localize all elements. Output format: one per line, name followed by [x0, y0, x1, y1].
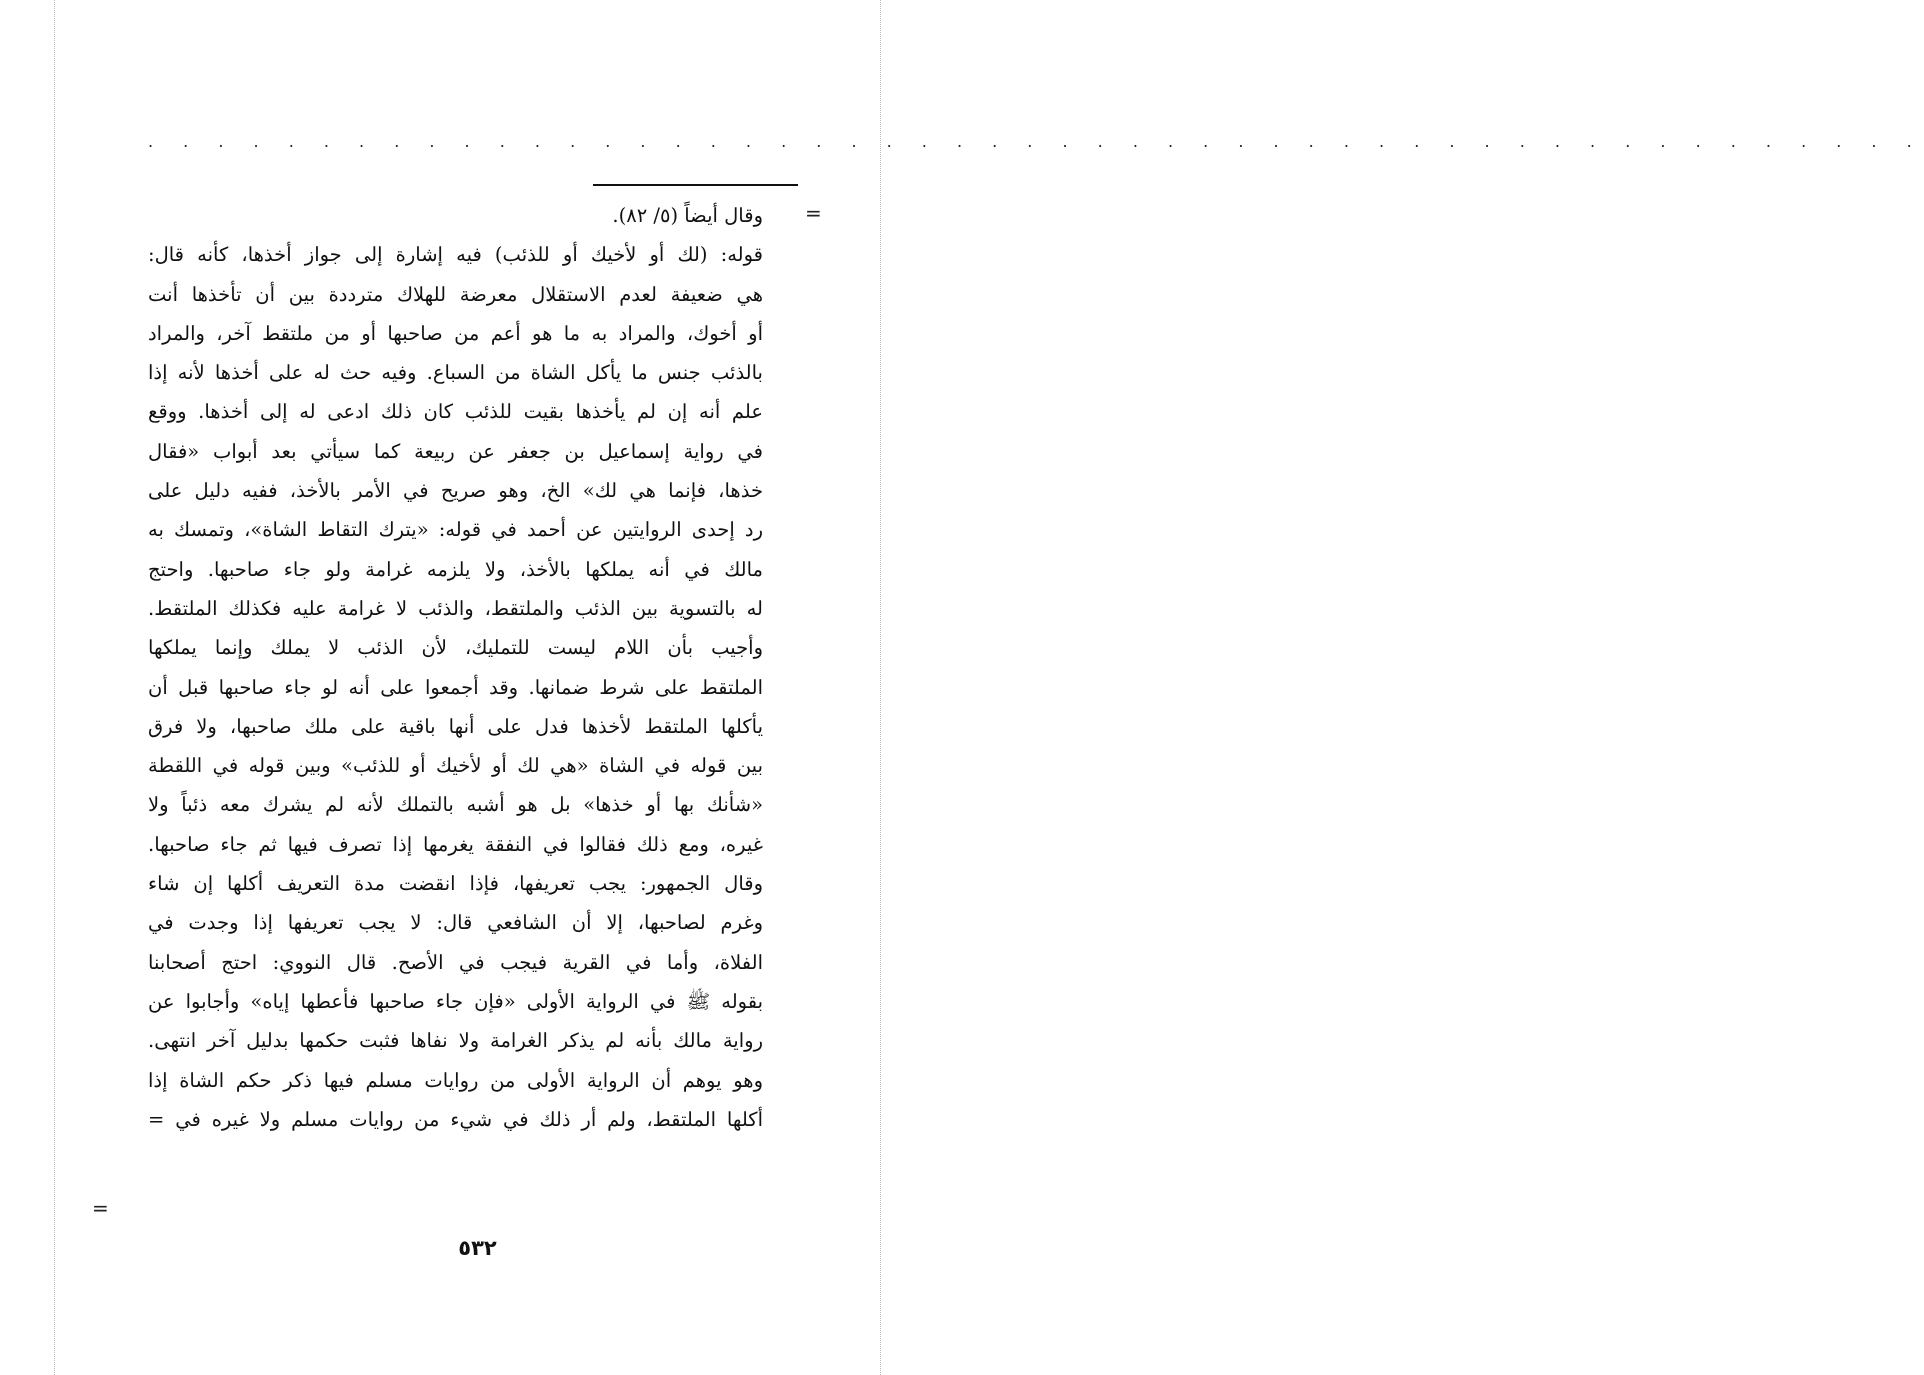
footnote-line: بقوله ﷺ في الرواية الأولى «فإن جاء صاحبها فأعطها إياه» وأجابوا عن	[148, 989, 763, 1013]
footnote-line: في رواية إسماعيل بن جعفر عن ربيعة كما سيأتي بعد أبواب «فقال	[148, 439, 763, 463]
footnote-line: قوله: (لك أو لأخيك أو للذئب) فيه إشارة إلى جواز أخذها، كأنه قال:	[148, 243, 763, 267]
footnote-line: «شأنك بها أو خذها» بل هو أشبه بالتملك لأنه لم يشرك معه ذئباً ولا	[148, 793, 763, 817]
footnote-line: أو أخوك، والمراد به ما هو أعم من صاحبها أو من ملتقط آخر، والمراد	[148, 321, 763, 345]
footnote-line: وهو يوهم أن الرواية الأولى من روايات مسلم فيها ذكر حكم الشاة إذا	[148, 1068, 763, 1092]
continuation-mark-bottom: =	[92, 1196, 109, 1220]
footnote-line: رد إحدى الروايتين عن أحمد في قوله: «يترك التقاط الشاة»، وتمسك به	[148, 518, 763, 542]
scan-edge-left	[54, 0, 55, 1375]
page-number: ٥٣٢	[458, 1236, 497, 1260]
footnote-line: وأجيب بأن اللام ليست للتمليك، لأن الذئب لا يملك وإنما يملكها	[148, 636, 763, 660]
footnote-block	[148, 196, 763, 1139]
scan-edge-right	[880, 0, 881, 1375]
footnote-line: له بالتسوية بين الذئب والملتقط، والذئب لا غرامة عليه فكذلك الملتقط.	[148, 596, 763, 620]
footnote-line: بالذئب جنس ما يأكل الشاة من السباع. وفيه حث له على أخذها لأنه إذا	[148, 361, 763, 385]
footnote-line: يأكلها الملتقط لأخذها فدل على أنها باقية على ملك صاحبها، ولا فرق	[148, 714, 763, 738]
dotted-separator: . . . . . . . . . . . . . . . . . . . . . . . . . . . . . . . . . . . . . . . . . . . . . . . . . . .	[148, 132, 1924, 151]
footnote-line: غيره، ومع ذلك فقالوا في النفقة يغرمها إذا تصرف فيها ثم جاء صاحبها.	[148, 832, 763, 856]
footnote-line: خذها، فإنما هي لك» الخ، وهو صريح في الأمر بالأخذ، ففيه دليل على	[148, 479, 763, 503]
continuation-mark-top: =	[805, 201, 822, 225]
footnote-rule	[593, 184, 798, 186]
footnote-line: هي ضعيفة لعدم الاستقلال معرضة للهلاك مترددة بين أن تأخذها أنت	[148, 282, 763, 306]
footnote-line: بين قوله في الشاة «هي لك أو لأخيك أو للذئب» وبين قوله في اللقطة	[148, 754, 763, 778]
footnote-line: أكلها الملتقط، ولم أر ذلك في شيء من روايات مسلم ولا غيره في =	[148, 1107, 763, 1131]
footnote-line: مالك في أنه يملكها بالأخذ، ولا يلزمه غرامة ولو جاء صاحبها. واحتج	[148, 557, 763, 581]
footnote-line: الفلاة، وأما في القرية فيجب في الأصح. قال النووي: احتج أصحابنا	[148, 950, 763, 974]
footnote-line: رواية مالك بأنه لم يذكر الغرامة ولا نفاها فثبت حكمها بدليل آخر انتهى.	[148, 1029, 763, 1053]
footnote-line-intro: وقال أيضاً (٥/ ٨٢).	[612, 204, 763, 227]
footnote-line: وغرم لصاحبها، إلا أن الشافعي قال: لا يجب تعريفها إذا وجدت في	[148, 911, 763, 935]
footnote-line: الملتقط على شرط ضمانها. وقد أجمعوا على أنه لو جاء صاحبها قبل أن	[148, 675, 763, 699]
footnote-line: علم أنه إن لم يأخذها بقيت للذئب كان ذلك ادعى له إلى أخذها. ووقع	[148, 400, 763, 424]
footnote-line: وقال الجمهور: يجب تعريفها، فإذا انقضت مدة التعريف أكلها إن شاء	[148, 872, 763, 896]
